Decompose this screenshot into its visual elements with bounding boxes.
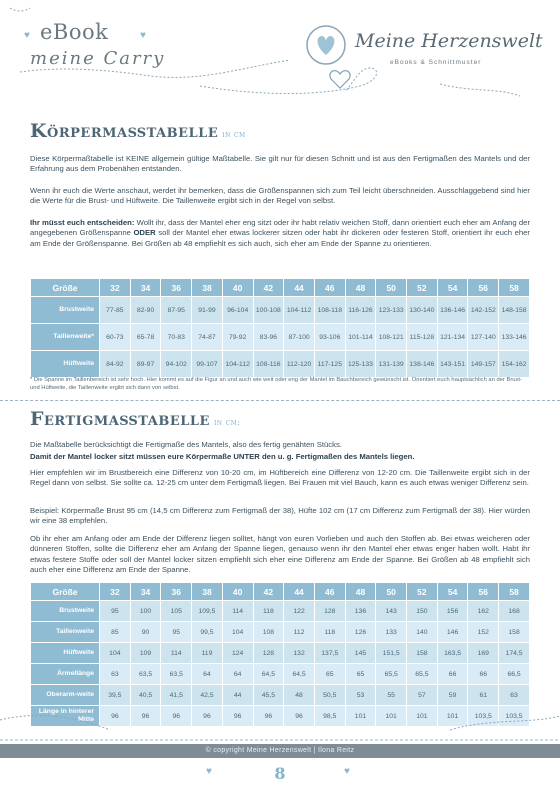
- table-cell: 108-118: [315, 297, 345, 323]
- size-header: 56: [468, 279, 498, 296]
- page-number: 8: [274, 764, 286, 783]
- table-cell: 66,5: [499, 664, 529, 684]
- table-cell: 148-158: [499, 297, 529, 323]
- table-cell: 108-121: [376, 324, 406, 350]
- size-header: 32: [100, 279, 130, 296]
- decision-paragraph: [30, 218, 530, 249]
- size-header: 50: [376, 583, 406, 600]
- table-cell: 137,5: [315, 643, 345, 663]
- table-cell: 64: [223, 664, 253, 684]
- section-title-unit: in cm:: [213, 418, 241, 427]
- body-measurement-table: [30, 278, 530, 378]
- size-header: 32: [100, 583, 130, 600]
- size-header: 34: [131, 279, 161, 296]
- table-cell: 96: [131, 706, 161, 726]
- size-header: 46: [315, 583, 345, 600]
- table-cell: 89-97: [131, 351, 161, 377]
- table-cell: 115-128: [407, 324, 437, 350]
- section-title-body-measurements: [30, 120, 246, 142]
- table-cell: 101: [407, 706, 437, 726]
- table-cell: 154-162: [499, 351, 529, 377]
- table-cell: 91-99: [192, 297, 222, 323]
- table-cell: 122: [284, 601, 314, 621]
- table-row: [31, 351, 529, 377]
- table-cell: 158: [499, 622, 529, 642]
- table-cell: 128: [254, 643, 284, 663]
- table-cell: 85: [100, 622, 130, 642]
- table-cell: 152: [468, 622, 498, 642]
- table-cell: 82-90: [131, 297, 161, 323]
- brand-subtitle: eBooks & Schnittmuster: [390, 59, 482, 66]
- decision-text-b: soll der Mantel eher etwas lockerer sitzen oder habt ihr dickeren oder festeren Stoff, orientiert ihr euch eher am Ende der Größenspanne. Bei Größen ab 48 empfiehlt es sich auch, sich eher am Ende der Spanne zu orientieren.: [30, 228, 530, 248]
- table-cell: 65: [346, 664, 376, 684]
- heart-icon: ♥: [24, 30, 30, 41]
- size-header: 52: [407, 279, 437, 296]
- table-cell: 66: [468, 664, 498, 684]
- table-cell: 96: [100, 706, 130, 726]
- table-cell: 64: [192, 664, 222, 684]
- table-row: [31, 324, 529, 350]
- row-label: Taillenweite: [31, 622, 99, 642]
- finished-intro-paragraph: Die Maßtabelle berücksichtigt die Fertigmaße des Mantels, also des fertig genähten Stücks.: [30, 440, 342, 449]
- table-cell: 136-146: [438, 297, 468, 323]
- size-header: 38: [192, 583, 222, 600]
- row-label: Hüftweite: [31, 643, 99, 663]
- size-header: 50: [376, 279, 406, 296]
- decision-text-a: Wollt ihr, dass der Mantel eher eng sitzt oder ihr habt relativ weichen Stoff, dann orientiert euch eher am Anfang der angegebenen Größenspanne: [30, 218, 531, 238]
- size-header: 42: [254, 583, 284, 600]
- footer-band: [0, 744, 560, 758]
- table-cell: 93-106: [315, 324, 345, 350]
- table-cell: 133-146: [499, 324, 529, 350]
- table-cell: 95: [161, 622, 191, 642]
- table-cell: 64,5: [254, 664, 284, 684]
- table-cell: 63,5: [131, 664, 161, 684]
- table-cell: 101: [376, 706, 406, 726]
- table-cell: 114: [161, 643, 191, 663]
- table-cell: 53: [346, 685, 376, 705]
- row-label: Ärmellänge: [31, 664, 99, 684]
- table-cell: 74-87: [192, 324, 222, 350]
- table-row: [31, 601, 529, 621]
- table-cell: 99,5: [192, 622, 222, 642]
- size-header: 48: [346, 279, 376, 296]
- table-cell: 96-104: [223, 297, 253, 323]
- table-cell: 96: [284, 706, 314, 726]
- brand-name: Meine Herzenswelt: [355, 30, 543, 52]
- table-cell: 104: [223, 622, 253, 642]
- footer-decoration: [0, 690, 560, 744]
- overlap-paragraph: Wenn ihr euch die Werte anschaut, werdet ihr bemerken, dass die Größenspannen sich zum Teil leicht überschneiden. Ausschlaggebend sind hier die Werte für die Brust- und Hüftweite. Die Taillenweite ergibt sich in der Regel von selbst.: [30, 186, 530, 206]
- table-cell: 105: [161, 601, 191, 621]
- size-header: 44: [284, 279, 314, 296]
- finished-rule-paragraph: Damit der Mantel locker sitzt müssen eure Körpermaße UNTER den u. g. Fertigmaßen des Mantels liegen.: [30, 452, 415, 461]
- size-header: 54: [438, 583, 468, 600]
- table-cell: 50,5: [315, 685, 345, 705]
- page-header: [0, 0, 560, 108]
- difference-paragraph: Hier empfehlen wir im Brustbereich eine Differenz von 10-20 cm, im Hüftbereich eine Differenz von 12-20 cm. Die Taillenweite ergibt sich in der Regel dann von selbst. Sie sollte ca. 12-25 cm unter dem Fertigmaß liegen. Bei Frauen mit viel Bauch, kann es auch etwas weniger Differenz sein.: [30, 468, 530, 488]
- table-cell: 112-120: [284, 351, 314, 377]
- table-cell: 123-133: [376, 297, 406, 323]
- table-cell: 116-126: [346, 297, 376, 323]
- table-cell: 130-140: [407, 297, 437, 323]
- size-header: 34: [131, 583, 161, 600]
- table-cell: 128: [315, 601, 345, 621]
- table-cell: 168: [499, 601, 529, 621]
- table-cell: 99-107: [192, 351, 222, 377]
- row-label: Länge in hinterer Mitte: [31, 706, 99, 726]
- size-header: 48: [346, 583, 376, 600]
- table-cell: 45,5: [254, 685, 284, 705]
- table-cell: 64,5: [284, 664, 314, 684]
- table-cell: 40,5: [131, 685, 161, 705]
- table-cell: 60-73: [100, 324, 130, 350]
- table-cell: 84-92: [100, 351, 130, 377]
- table-cell: 109: [131, 643, 161, 663]
- table-cell: 162: [468, 601, 498, 621]
- table-cell: 63: [100, 664, 130, 684]
- table-cell: 101-114: [346, 324, 376, 350]
- table-row: [31, 643, 529, 663]
- table-cell: 146: [438, 622, 468, 642]
- table-cell: 96: [161, 706, 191, 726]
- table-cell: 118: [315, 622, 345, 642]
- table-cell: 70-83: [161, 324, 191, 350]
- table-cell: 83-96: [254, 324, 284, 350]
- size-header: 40: [223, 583, 253, 600]
- table-cell: 65: [315, 664, 345, 684]
- table-cell: 65,5: [407, 664, 437, 684]
- table-cell: 103,5: [468, 706, 498, 726]
- table-cell: 163,5: [438, 643, 468, 663]
- table-cell: 143: [376, 601, 406, 621]
- heart-icon: ♥: [206, 766, 212, 777]
- size-header: 42: [254, 279, 284, 296]
- size-header: 54: [438, 279, 468, 296]
- section-title-finished-measurements: [30, 408, 241, 430]
- table-cell: 41,5: [161, 685, 191, 705]
- row-label: Brustweite: [31, 601, 99, 621]
- size-header: 36: [161, 583, 191, 600]
- row-label: Oberarm-weite: [31, 685, 99, 705]
- table-cell: 174,5: [499, 643, 529, 663]
- ebook-label: eBook: [40, 20, 109, 44]
- section-title-unit: in cm: [222, 130, 246, 139]
- table-cell: 39,5: [100, 685, 130, 705]
- table-cell: 118: [254, 601, 284, 621]
- table-cell: 143-151: [438, 351, 468, 377]
- table-cell: 96: [192, 706, 222, 726]
- table-cell: 136: [346, 601, 376, 621]
- table-cell: 169: [468, 643, 498, 663]
- table-cell: 59: [438, 685, 468, 705]
- table-cell: 104-112: [284, 297, 314, 323]
- table-cell: 124: [223, 643, 253, 663]
- table-cell: 103,5: [499, 706, 529, 726]
- section-title-text: Fertigmaßtabelle: [30, 408, 210, 430]
- table-cell: 127-140: [468, 324, 498, 350]
- table-cell: 104-112: [223, 351, 253, 377]
- table-cell: 104: [100, 643, 130, 663]
- table-cell: 138-146: [407, 351, 437, 377]
- table-cell: 87-100: [284, 324, 314, 350]
- heart-icon: ♥: [344, 766, 350, 777]
- decision-lead: Ihr müsst euch entscheiden:: [30, 218, 135, 227]
- table-cell: 149-157: [468, 351, 498, 377]
- table-cell: 108-116: [254, 351, 284, 377]
- table-cell: 109,5: [192, 601, 222, 621]
- table-cell: 114: [223, 601, 253, 621]
- table-cell: 140: [407, 622, 437, 642]
- table-cell: 63,5: [161, 664, 191, 684]
- table-cell: 133: [376, 622, 406, 642]
- table-cell: 95: [100, 601, 130, 621]
- heart-icon: ♥: [140, 30, 146, 41]
- size-header: 52: [407, 583, 437, 600]
- size-header: 36: [161, 279, 191, 296]
- table-cell: 101: [346, 706, 376, 726]
- example-paragraph: Beispiel: Körpermaße Brust 95 cm (14,5 cm Differenz zum Fertigmaß der 38), Hüfte 102 cm (17 cm Differenz zum Fertigmaß der 38). Hier würden wir eine 38 empfehlen.: [30, 506, 530, 526]
- table-cell: 48: [284, 685, 314, 705]
- table-cell: 65-78: [131, 324, 161, 350]
- size-header: 58: [499, 279, 529, 296]
- table-cell: 77-85: [100, 297, 130, 323]
- table-cell: 96: [254, 706, 284, 726]
- table-cell: 79-92: [223, 324, 253, 350]
- table-row: [31, 297, 529, 323]
- table-row: [31, 622, 529, 642]
- product-title: meine Carry: [30, 48, 166, 69]
- table-cell: 108: [254, 622, 284, 642]
- table-cell: 158: [407, 643, 437, 663]
- table-cell: 142-152: [468, 297, 498, 323]
- table-cell: 145: [346, 643, 376, 663]
- table-cell: 131-139: [376, 351, 406, 377]
- table-cell: 156: [438, 601, 468, 621]
- size-header: 38: [192, 279, 222, 296]
- table-cell: 119: [192, 643, 222, 663]
- size-header: 56: [468, 583, 498, 600]
- size-header: 46: [315, 279, 345, 296]
- table-cell: 57: [407, 685, 437, 705]
- table-cell: 101: [438, 706, 468, 726]
- table-cell: 65,5: [376, 664, 406, 684]
- table-row: [31, 664, 529, 684]
- table-cell: 94-102: [161, 351, 191, 377]
- table-cell: 63: [499, 685, 529, 705]
- brand-logo-icon: [305, 24, 347, 66]
- size-header: 40: [223, 279, 253, 296]
- table-cell: 90: [131, 622, 161, 642]
- table-cell: 112: [284, 622, 314, 642]
- table-cell: 100: [131, 601, 161, 621]
- table-cell: 61: [468, 685, 498, 705]
- table-cell: 121-134: [438, 324, 468, 350]
- table-cell: 55: [376, 685, 406, 705]
- table-header-label: Größe: [31, 279, 99, 296]
- table-cell: 100-108: [254, 297, 284, 323]
- table-cell: 42,5: [192, 685, 222, 705]
- table-cell: 66: [438, 664, 468, 684]
- table-cell: 87-95: [161, 297, 191, 323]
- divider-stitch: [0, 400, 560, 401]
- table-cell: 44: [223, 685, 253, 705]
- preference-paragraph: Ob ihr eher am Anfang oder am Ende der Differenz liegen solltet, hängt von euren Vorlieben und auch den Stoffen ab. Bei etwas weicheren oder dünneren Stoffen, sollte die Differenz eher am Anfang der Spanne liegen, genauso wenn ihr den Mantel eher etwas enger haben wollt. Habt ihr etwas festere Stoffe oder soll der Mantel locker sitzen empfiehlt sich eher eine Differenz am Ende der Spanne. Bei Größen ab 48 empfiehlt sich auch eher eine Differenz am Ende der Spanne.: [30, 534, 530, 574]
- size-header: 58: [499, 583, 529, 600]
- copyright-text: © copyright Meine Herzenswelt | Ilona Reitz: [205, 747, 355, 754]
- table-cell: 151,5: [376, 643, 406, 663]
- row-label: Taillenweite*: [31, 324, 99, 350]
- table-header-label: Größe: [31, 583, 99, 600]
- table-footnote: * Die Spanne im Taillenbereich ist sehr hoch. Hier kommt es auf die Figur an und auch wie weit oder eng der Mantel im Bauchbereich gewünscht ist. Orientiert euch hauptsächlich an der Brust- und Hüftweite, die Taillenweite ergibt sich dann von selbst.: [30, 377, 522, 391]
- table-cell: 98,5: [315, 706, 345, 726]
- table-cell: 125-133: [346, 351, 376, 377]
- table-cell: 132: [284, 643, 314, 663]
- row-label: Hüftweite: [31, 351, 99, 377]
- decision-oder: ODER: [133, 228, 156, 238]
- intro-paragraph: Diese Körpermaßtabelle ist KEINE allgemein gültige Maßtabelle. Sie gilt nur für diesen Schnitt und ist aus den Fertigmaßen des Mantels und der Erfahrung aus dem Probenähen entstanden.: [30, 154, 530, 174]
- section-title-text: Körpermaßtabelle: [30, 120, 219, 142]
- size-header: 44: [284, 583, 314, 600]
- row-label: Brustweite: [31, 297, 99, 323]
- table-cell: 126: [346, 622, 376, 642]
- table-cell: 117-125: [315, 351, 345, 377]
- table-cell: 150: [407, 601, 437, 621]
- table-cell: 96: [223, 706, 253, 726]
